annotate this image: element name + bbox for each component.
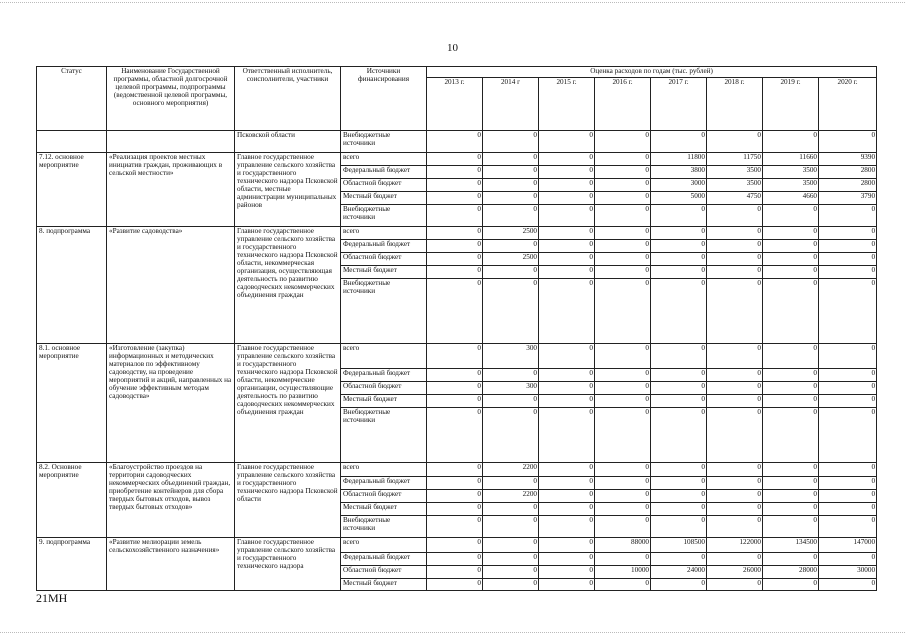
cell-amount: 0 — [539, 240, 595, 253]
cell-amount: 11750 — [707, 153, 763, 166]
cell-amount: 0 — [595, 266, 651, 279]
cell-funding-source: Внебюджетные источники — [341, 516, 427, 538]
cell-amount: 0 — [763, 344, 819, 369]
cell-amount: 0 — [483, 553, 539, 566]
cell-amount: 0 — [819, 477, 877, 490]
cell-funding-source: всего — [341, 344, 427, 369]
cell-amount: 0 — [539, 463, 595, 477]
cell-funding-source: Местный бюджет — [341, 266, 427, 279]
cell-amount: 0 — [539, 369, 595, 382]
cell-amount: 0 — [651, 382, 707, 395]
cell-amount: 0 — [539, 227, 595, 240]
cell-amount: 0 — [763, 395, 819, 408]
cell-amount: 0 — [483, 279, 539, 344]
cell-amount: 0 — [763, 490, 819, 503]
cell-amount: 0 — [427, 179, 483, 192]
cell-amount: 0 — [651, 131, 707, 153]
cell-amount: 26000 — [707, 566, 763, 579]
cell-amount: 0 — [595, 179, 651, 192]
cell-amount: 0 — [763, 131, 819, 153]
cell-amount: 0 — [819, 395, 877, 408]
cell-funding-source: всего — [341, 227, 427, 240]
cell-amount: 2800 — [819, 179, 877, 192]
cell-funding-source: Областной бюджет — [341, 253, 427, 266]
header-source: Источники финансирования — [341, 67, 427, 131]
cell-amount: 0 — [595, 369, 651, 382]
cell-amount: 0 — [763, 205, 819, 227]
cell-amount: 0 — [595, 279, 651, 344]
cell-responsible: Псковской области — [235, 131, 341, 153]
cell-amount: 3500 — [707, 179, 763, 192]
cell-funding-source: Федеральный бюджет — [341, 477, 427, 490]
scan-bottom-edge — [0, 632, 905, 634]
cell-amount: 0 — [595, 382, 651, 395]
cell-amount: 0 — [763, 279, 819, 344]
cell-amount: 0 — [707, 344, 763, 369]
cell-amount: 5000 — [651, 192, 707, 205]
cell-program-name: «Развитие садоводства» — [107, 227, 235, 344]
cell-amount: 0 — [707, 382, 763, 395]
cell-amount: 0 — [483, 579, 539, 591]
cell-amount: 0 — [595, 553, 651, 566]
cell-amount: 0 — [539, 253, 595, 266]
cell-amount: 0 — [483, 179, 539, 192]
table-row — [37, 227, 877, 240]
cell-amount: 0 — [595, 205, 651, 227]
header-status: Статус — [37, 67, 107, 131]
cell-amount: 0 — [595, 463, 651, 477]
cell-funding-source: Федеральный бюджет — [341, 369, 427, 382]
cell-amount: 0 — [763, 516, 819, 538]
cell-amount: 122000 — [707, 538, 763, 553]
cell-amount: 11660 — [763, 153, 819, 166]
cell-amount: 0 — [539, 538, 595, 553]
cell-status: 9. подпрограмма — [37, 538, 107, 591]
cell-amount: 0 — [651, 227, 707, 240]
header-year: 2016 г. — [595, 78, 651, 131]
cell-funding-source: Внебюджетные источники — [341, 205, 427, 227]
cell-amount: 0 — [427, 490, 483, 503]
cell-responsible: Главное государственное управление сельского хозяйства и государственного технического надзора — [235, 538, 341, 591]
cell-amount: 0 — [707, 227, 763, 240]
cell-funding-source: Областной бюджет — [341, 179, 427, 192]
cell-amount: 0 — [427, 382, 483, 395]
cell-amount: 2200 — [483, 463, 539, 477]
cell-amount: 0 — [427, 408, 483, 463]
cell-amount: 0 — [539, 566, 595, 579]
scan-top-edge — [0, 2, 905, 4]
cell-amount: 2500 — [483, 227, 539, 240]
table-row — [37, 131, 877, 153]
table-body — [37, 131, 877, 591]
header-year: 2018 г. — [707, 78, 763, 131]
cell-amount: 0 — [539, 192, 595, 205]
cell-amount: 3500 — [763, 179, 819, 192]
cell-amount: 0 — [595, 166, 651, 179]
cell-amount: 0 — [707, 131, 763, 153]
cell-funding-source: Федеральный бюджет — [341, 553, 427, 566]
cell-amount: 0 — [427, 279, 483, 344]
cell-amount: 0 — [819, 279, 877, 344]
cell-amount: 0 — [707, 408, 763, 463]
header-year: 2020 г. — [819, 78, 877, 131]
cell-amount: 0 — [427, 192, 483, 205]
cell-amount: 0 — [427, 395, 483, 408]
cell-amount: 0 — [707, 205, 763, 227]
cell-amount: 0 — [539, 477, 595, 490]
cell-amount: 0 — [427, 166, 483, 179]
cell-amount: 0 — [539, 205, 595, 227]
cell-amount: 0 — [427, 503, 483, 516]
cell-amount: 0 — [483, 192, 539, 205]
cell-amount: 9390 — [819, 153, 877, 166]
cell-amount: 0 — [427, 253, 483, 266]
cell-amount: 0 — [427, 131, 483, 153]
cell-status: 8.1. основное мероприятие — [37, 344, 107, 463]
cell-amount: 0 — [595, 503, 651, 516]
cell-amount: 0 — [651, 395, 707, 408]
cell-amount: 0 — [427, 516, 483, 538]
cell-amount: 0 — [763, 553, 819, 566]
cell-amount: 0 — [595, 477, 651, 490]
cell-amount: 0 — [427, 227, 483, 240]
cell-amount: 0 — [763, 227, 819, 240]
cell-amount: 0 — [595, 344, 651, 369]
cell-amount: 0 — [651, 553, 707, 566]
cell-amount: 0 — [595, 153, 651, 166]
cell-amount: 0 — [539, 516, 595, 538]
cell-funding-source: Местный бюджет — [341, 579, 427, 591]
cell-amount: 0 — [427, 266, 483, 279]
cell-amount: 0 — [539, 490, 595, 503]
cell-amount: 0 — [483, 477, 539, 490]
cell-amount: 0 — [763, 503, 819, 516]
cell-amount: 0 — [539, 179, 595, 192]
cell-amount: 0 — [707, 553, 763, 566]
header-year: 2019 г. — [763, 78, 819, 131]
cell-amount: 0 — [763, 266, 819, 279]
cell-amount: 0 — [427, 463, 483, 477]
cell-amount: 3500 — [707, 166, 763, 179]
cell-amount: 0 — [427, 205, 483, 227]
cell-amount: 0 — [763, 253, 819, 266]
cell-amount: 2800 — [819, 166, 877, 179]
table-header — [37, 67, 877, 131]
cell-amount: 0 — [707, 395, 763, 408]
cell-status: 7.12. основное мероприятие — [37, 153, 107, 227]
cell-amount: 0 — [483, 205, 539, 227]
cell-amount: 0 — [763, 579, 819, 591]
cell-amount: 0 — [819, 240, 877, 253]
cell-program-name: «Благоустройство проездов на территории садоводческих некоммерческих объединений граждан, приобретение контейнеров для сбора твердых бытовых отходов, вывоз твердых бытовых отходов» — [107, 463, 235, 538]
cell-amount: 0 — [763, 369, 819, 382]
cell-amount: 0 — [651, 490, 707, 503]
cell-funding-source: Внебюджетные источники — [341, 408, 427, 463]
cell-amount: 0 — [819, 227, 877, 240]
cell-amount: 0 — [819, 253, 877, 266]
cell-amount: 0 — [651, 463, 707, 477]
cell-amount: 134500 — [763, 538, 819, 553]
cell-amount: 28000 — [763, 566, 819, 579]
table-row — [37, 463, 877, 477]
cell-amount: 0 — [707, 279, 763, 344]
cell-amount: 0 — [595, 131, 651, 153]
cell-amount: 0 — [707, 477, 763, 490]
cell-amount: 0 — [427, 553, 483, 566]
cell-amount: 147000 — [819, 538, 877, 553]
cell-amount: 0 — [483, 503, 539, 516]
cell-responsible: Главное государственное управление сельского хозяйства и государственного технического надзора Псковской области — [235, 463, 341, 538]
cell-funding-source: всего — [341, 153, 427, 166]
cell-amount: 0 — [707, 516, 763, 538]
cell-amount: 0 — [651, 240, 707, 253]
cell-program-name: «Развитие мелиорации земель сельскохозяйственного назначения» — [107, 538, 235, 591]
cell-amount: 24000 — [651, 566, 707, 579]
cell-amount: 0 — [595, 395, 651, 408]
cell-amount: 0 — [483, 266, 539, 279]
cell-amount: 0 — [651, 205, 707, 227]
cell-amount: 0 — [595, 490, 651, 503]
cell-amount: 0 — [819, 490, 877, 503]
table-row — [37, 153, 877, 166]
cell-amount: 0 — [763, 382, 819, 395]
cell-amount: 108500 — [651, 538, 707, 553]
cell-amount: 0 — [707, 240, 763, 253]
cell-amount: 0 — [819, 369, 877, 382]
cell-funding-source: Федеральный бюджет — [341, 166, 427, 179]
cell-amount: 0 — [819, 553, 877, 566]
cell-amount: 0 — [651, 408, 707, 463]
cell-amount: 0 — [483, 369, 539, 382]
cell-amount: 0 — [539, 279, 595, 344]
cell-amount: 0 — [539, 408, 595, 463]
cell-amount: 0 — [483, 166, 539, 179]
cell-program-name: «Изготовление (закупка) информационных и методических материалов по эффективному садоводству, на проведение мероприятий и акций, направленных на обучение эффективным методам садоводства» — [107, 344, 235, 463]
budget-table — [36, 66, 877, 591]
cell-amount: 0 — [819, 408, 877, 463]
cell-amount: 0 — [707, 266, 763, 279]
cell-amount: 2200 — [483, 490, 539, 503]
cell-amount: 0 — [595, 192, 651, 205]
cell-amount: 0 — [483, 566, 539, 579]
cell-responsible: Главное государственное управление сельского хозяйства и государственного технического надзора Псковской области, некоммерческая организация, осуществляющая деятельность по развитию садоводческих некоммерческих объединения граждан — [235, 227, 341, 344]
cell-amount: 0 — [539, 131, 595, 153]
cell-amount: 0 — [483, 240, 539, 253]
cell-funding-source: Федеральный бюджет — [341, 240, 427, 253]
cell-amount: 0 — [539, 266, 595, 279]
cell-funding-source: Местный бюджет — [341, 192, 427, 205]
cell-status — [37, 131, 107, 153]
cell-amount: 0 — [427, 240, 483, 253]
cell-amount: 0 — [707, 490, 763, 503]
cell-amount: 0 — [595, 227, 651, 240]
cell-amount: 0 — [483, 153, 539, 166]
cell-amount: 0 — [651, 344, 707, 369]
cell-amount: 0 — [819, 503, 877, 516]
cell-funding-source: Внебюджетные источники — [341, 279, 427, 344]
cell-program-name — [107, 131, 235, 153]
cell-amount: 0 — [539, 153, 595, 166]
page-number: 10 — [447, 42, 458, 54]
cell-amount: 0 — [595, 579, 651, 591]
cell-responsible: Главное государственное управление сельского хозяйства и государственного технического надзора Псковской области, некоммерческие организации, осуществляющие деятельность по развитию садоводческих некоммерческих объединения граждан — [235, 344, 341, 463]
cell-amount: 0 — [483, 131, 539, 153]
cell-amount: 0 — [819, 382, 877, 395]
header-year: 2015 г. — [539, 78, 595, 131]
cell-amount: 0 — [427, 153, 483, 166]
cell-amount: 0 — [819, 579, 877, 591]
cell-amount: 0 — [763, 463, 819, 477]
cell-funding-source: Местный бюджет — [341, 395, 427, 408]
cell-amount: 0 — [707, 253, 763, 266]
cell-amount: 0 — [539, 395, 595, 408]
cell-amount: 0 — [427, 369, 483, 382]
header-year: 2013 г. — [427, 78, 483, 131]
cell-amount: 0 — [539, 553, 595, 566]
cell-amount: 0 — [595, 516, 651, 538]
header-year: 2017 г. — [651, 78, 707, 131]
cell-amount: 3500 — [763, 166, 819, 179]
cell-amount: 0 — [427, 477, 483, 490]
cell-status: 8. подпрограмма — [37, 227, 107, 344]
cell-amount: 30000 — [819, 566, 877, 579]
cell-amount: 4750 — [707, 192, 763, 205]
cell-amount: 0 — [651, 369, 707, 382]
cell-amount: 0 — [539, 382, 595, 395]
cell-funding-source: Областной бюджет — [341, 566, 427, 579]
cell-amount: 11800 — [651, 153, 707, 166]
cell-amount: 0 — [651, 253, 707, 266]
cell-amount: 0 — [819, 463, 877, 477]
cell-amount: 0 — [707, 463, 763, 477]
cell-funding-source: Внебюджетные источники — [341, 131, 427, 153]
cell-amount: 0 — [763, 477, 819, 490]
cell-amount: 0 — [819, 131, 877, 153]
cell-amount: 0 — [427, 538, 483, 553]
header-year: 2014 г — [483, 78, 539, 131]
cell-amount: 0 — [651, 477, 707, 490]
cell-program-name: «Реализация проектов местных инициатив граждан, проживающих в сельской местности» — [107, 153, 235, 227]
cell-amount: 10000 — [595, 566, 651, 579]
cell-amount: 0 — [539, 503, 595, 516]
cell-amount: 0 — [651, 516, 707, 538]
cell-funding-source: Областной бюджет — [341, 490, 427, 503]
cell-amount: 300 — [483, 382, 539, 395]
cell-amount: 0 — [707, 579, 763, 591]
cell-amount: 0 — [539, 579, 595, 591]
cell-amount: 3790 — [819, 192, 877, 205]
cell-amount: 3000 — [651, 179, 707, 192]
cell-responsible: Главное государственное управление сельского хозяйства и государственного технического надзора Псковской области, местные администрации муниципальных районов — [235, 153, 341, 227]
cell-amount: 0 — [483, 516, 539, 538]
cell-amount: 0 — [651, 579, 707, 591]
cell-amount: 0 — [427, 566, 483, 579]
header-responsible: Ответственный исполнитель, соисполнители, участники — [235, 67, 341, 131]
cell-amount: 0 — [819, 344, 877, 369]
table-row — [37, 344, 877, 369]
cell-amount: 3800 — [651, 166, 707, 179]
cell-amount: 0 — [707, 503, 763, 516]
cell-amount: 88000 — [595, 538, 651, 553]
cell-amount: 2500 — [483, 253, 539, 266]
cell-amount: 0 — [819, 205, 877, 227]
cell-amount: 0 — [595, 240, 651, 253]
cell-amount: 300 — [483, 344, 539, 369]
cell-amount: 0 — [539, 344, 595, 369]
header-name: Наименование Государственной программы, областной долгосрочной целевой программы, подпрограммы (ведомственной целевой программы, основного мероприятия) — [107, 67, 235, 131]
cell-amount: 0 — [707, 369, 763, 382]
table-row — [37, 538, 877, 553]
footer-code: 21МН — [36, 591, 68, 605]
cell-amount: 0 — [763, 240, 819, 253]
cell-funding-source: Местный бюджет — [341, 503, 427, 516]
cell-amount: 0 — [483, 395, 539, 408]
cell-funding-source: всего — [341, 538, 427, 553]
cell-amount: 0 — [651, 266, 707, 279]
cell-amount: 0 — [595, 253, 651, 266]
cell-amount: 4660 — [763, 192, 819, 205]
cell-amount: 0 — [763, 408, 819, 463]
cell-amount: 0 — [595, 408, 651, 463]
cell-amount: 0 — [651, 503, 707, 516]
cell-amount: 0 — [483, 408, 539, 463]
cell-amount: 0 — [483, 538, 539, 553]
cell-amount: 0 — [819, 516, 877, 538]
cell-funding-source: всего — [341, 463, 427, 477]
cell-amount: 0 — [651, 279, 707, 344]
cell-amount: 0 — [427, 344, 483, 369]
cell-amount: 0 — [427, 579, 483, 591]
header-estimate: Оценка расходов по годам (тыс. рублей) — [427, 67, 877, 78]
cell-status: 8.2. Основное мероприятие — [37, 463, 107, 538]
cell-amount: 0 — [819, 266, 877, 279]
cell-funding-source: Областной бюджет — [341, 382, 427, 395]
cell-amount: 0 — [539, 166, 595, 179]
